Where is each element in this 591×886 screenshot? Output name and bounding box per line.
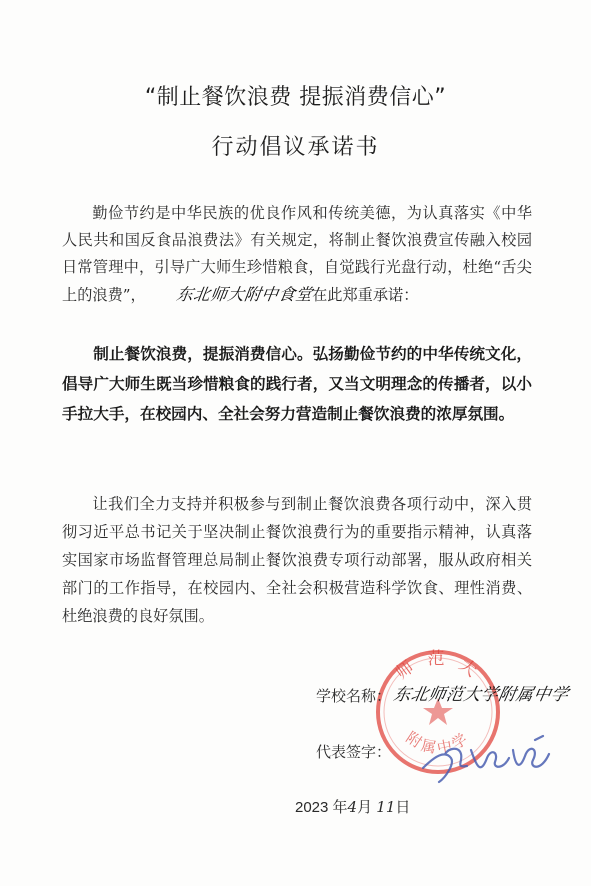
date-year: 2023 年 bbox=[295, 799, 348, 816]
school-name-label: 学校名称： bbox=[316, 687, 392, 705]
intro-text: 勤俭节约是中华民族的优良作风和传统美德，为认真落实《中华人民共和国反食品浪费法》有关规定，将制止餐饮浪费宣传融入校园日常管理中，引导广大师生珍惜粮食，自觉践行光盘行动，杜绝“舌尖上的浪费”， bbox=[62, 204, 532, 304]
handwritten-canteen-name: 东北师大附中食堂 bbox=[174, 285, 314, 304]
date-line bbox=[295, 796, 410, 817]
document-subtitle: 行动倡议承诺书 bbox=[211, 135, 380, 160]
date-month: 4 bbox=[347, 798, 358, 816]
closing-paragraph: 让我们全力支持并积极参与到制止餐饮浪费各项行动中，深入贯彻习近平总书记关于坚决制止餐饮浪费行为的重要指示精神，认真落实国家市场监督管理总局制止餐饮浪费专项行动部署，服从政府相关部门的工作指导，在校园内、全社会积极营造科学饮食、理性消费、杜绝浪费的良好氛围。 bbox=[62, 495, 532, 625]
svg-text:师 范 大 bbox=[392, 649, 484, 684]
representative-signature-label: 代表签字： bbox=[316, 743, 392, 761]
date-day-label: 日 bbox=[395, 799, 411, 816]
document-title: “制止餐饮浪费 提振消费信心” bbox=[144, 85, 447, 110]
intro-tail: 在此郑重承诺： bbox=[312, 286, 419, 304]
date-month-label: 月 bbox=[357, 799, 373, 816]
seal-text-top: 师 范 大 bbox=[392, 649, 484, 684]
handwritten-signature-icon bbox=[415, 728, 565, 788]
commitment-paragraph: 制止餐饮浪费，提振消费信心。弘扬勤俭节约的中华传统文化，倡导广大师生既当珍惜粮食的践行者，又当文明理念的传播者，以小手拉大手，在校园内、全社会努力营造制止餐饮浪费的浓厚氛围。 bbox=[62, 345, 532, 423]
seal-text-bottom: 附属中学 bbox=[402, 728, 474, 758]
school-name-handwritten: 东北师范大学附属中学 bbox=[391, 685, 571, 705]
date-day: 11 bbox=[376, 798, 396, 816]
intro-paragraph bbox=[62, 200, 532, 309]
